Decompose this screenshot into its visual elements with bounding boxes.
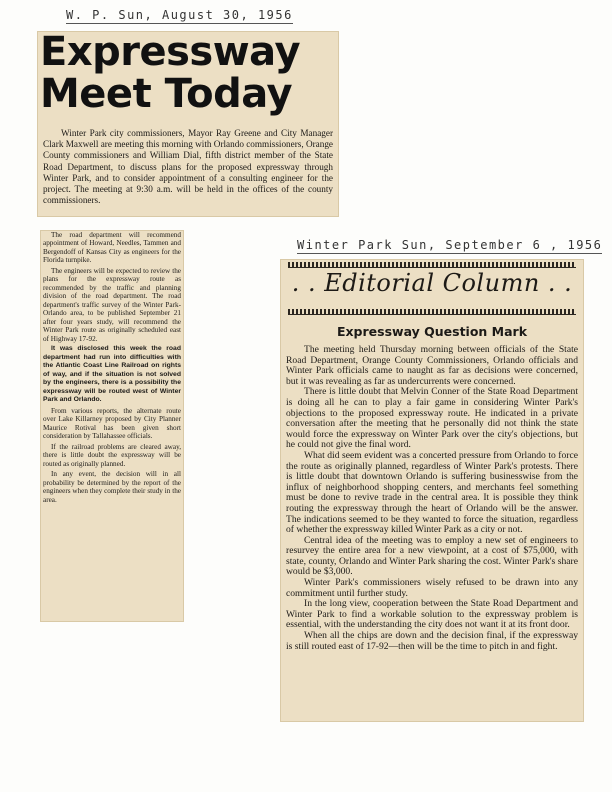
clipping-expressway-meet-today xyxy=(37,31,339,217)
article-body xyxy=(43,231,181,506)
clipping-editorial-column xyxy=(280,259,584,722)
paragraph: There is little doubt that Melvin Conner of the State Road Department is doing all he can to play a fair game in considering Winter Park's objections to the proposed expressway route. He indicated in a private conversation after the meeting that he personally did not think the state would force the expressway on Winter Park over the city's objections, but he could not give the final word. xyxy=(286,386,578,451)
paragraph: In any event, the decision will in all probability be determined by the report of the engineers when they complete their study in the area. xyxy=(43,470,181,504)
paragraph: What did seem evident was a concerted pressure from Orlando to force the route as originally planned, regardless of Winter Park's protests. There is little doubt that downtown Orlando is suffering businesswise from the influx of neighborhood shopping centers, and merchants feel something must be done to revive trade in the central area. It is possible they think routing the expressway through the heart of Orlando will be the answer. The indications seemed to be they wanted to force the situation, regardless of whether the expressway killed Winter Park as a city or not. xyxy=(286,449,578,536)
wavy-rule-bottom xyxy=(288,309,576,315)
paragraph: Winter Park's commissioners wisely refused to be drawn into any commitment until further study. xyxy=(286,577,578,599)
headline-line-2: Meet Today xyxy=(40,71,293,117)
paragraph: When all the chips are down and the decision final, if the expressway is still routed east of 17-92—then will be the time to pitch in and fight. xyxy=(286,630,578,652)
clipping-road-department-column xyxy=(40,230,184,622)
paragraph: From various reports, the alternate route over Lake Killarney proposed by City Planner Maurice Rotival has been given short consideration by Tallahassee officials. xyxy=(43,406,181,440)
paragraph: If the railroad problems are cleared away, there is little doubt the expressway will be routed as originally planned. xyxy=(43,442,181,468)
paragraph: The engineers will be expected to review the plans for the expressway route as recommended by the traffic and planning division of the road department. The road department's traffic survey of the Winter Park-Orlando area, to be published September 21 after four years study, will recommend the Winter Park route as originally scheduled east of Highway 17-92. xyxy=(43,267,181,343)
editorial-column-title: . . Editorial Column . . xyxy=(291,269,573,297)
headline-line-1: Expressway xyxy=(40,29,301,75)
paragraph: The road department will recommend appointment of Howard, Needles, Tammen and Bergendoff of Kansas City as engineers for the Florida turnpike. xyxy=(43,231,181,265)
paragraph-bold: It was disclosed this week the road department had run into difficulties with the Atlantic Coast Line Railroad on rights of way, and if the situation is not solved by the engineers, there is a possibility the expressway will be routed west of Winter Park and Orlando. xyxy=(43,345,181,403)
date-stamp-aug-30: W. P. Sun, August 30, 1956 xyxy=(66,8,293,22)
paragraph: In the long view, cooperation between the State Road Department and Winter Park to find a workable solution to the expressway problem is essential, with the understanding the city does not want it at its front door. xyxy=(286,598,578,631)
article-body: Winter Park city commissioners, Mayor Ray Greene and City Manager Clark Maxwell are meeting this morning with Orlando commissioners, Orange County commissioners and William Dial, fifth district member of the State Road Department, to discuss plans for the proposed expressway through Winter Park, and to consider appointment of a consulting engineer for the project. The meeting at 9:30 a.m. will be held in the offices of the county commissioners. xyxy=(43,128,333,206)
editorial-body xyxy=(286,345,578,652)
paragraph: Central idea of the meeting was to employ a new set of engineers to resurvey the entire area for a new viewpoint, at a cost of $75,000, with state, county, Orlando and Winter Park sharing the cost. Winter Park's share would be $3,000. xyxy=(286,534,578,578)
date-stamp-sep-6: Winter Park Sun, September 6 , 1956 xyxy=(297,238,603,252)
paragraph: The meeting held Thursday morning between officials of the State Road Department, Orange County Commissioners, Orlando officials and Winter Park officials came to naught as far as decisions were concerned, but it was revealing as far as undercurrents were concerned. xyxy=(286,344,578,387)
editorial-headline: Expressway Question Mark xyxy=(336,324,528,339)
wavy-rule-top xyxy=(288,262,576,268)
headline xyxy=(40,31,300,115)
